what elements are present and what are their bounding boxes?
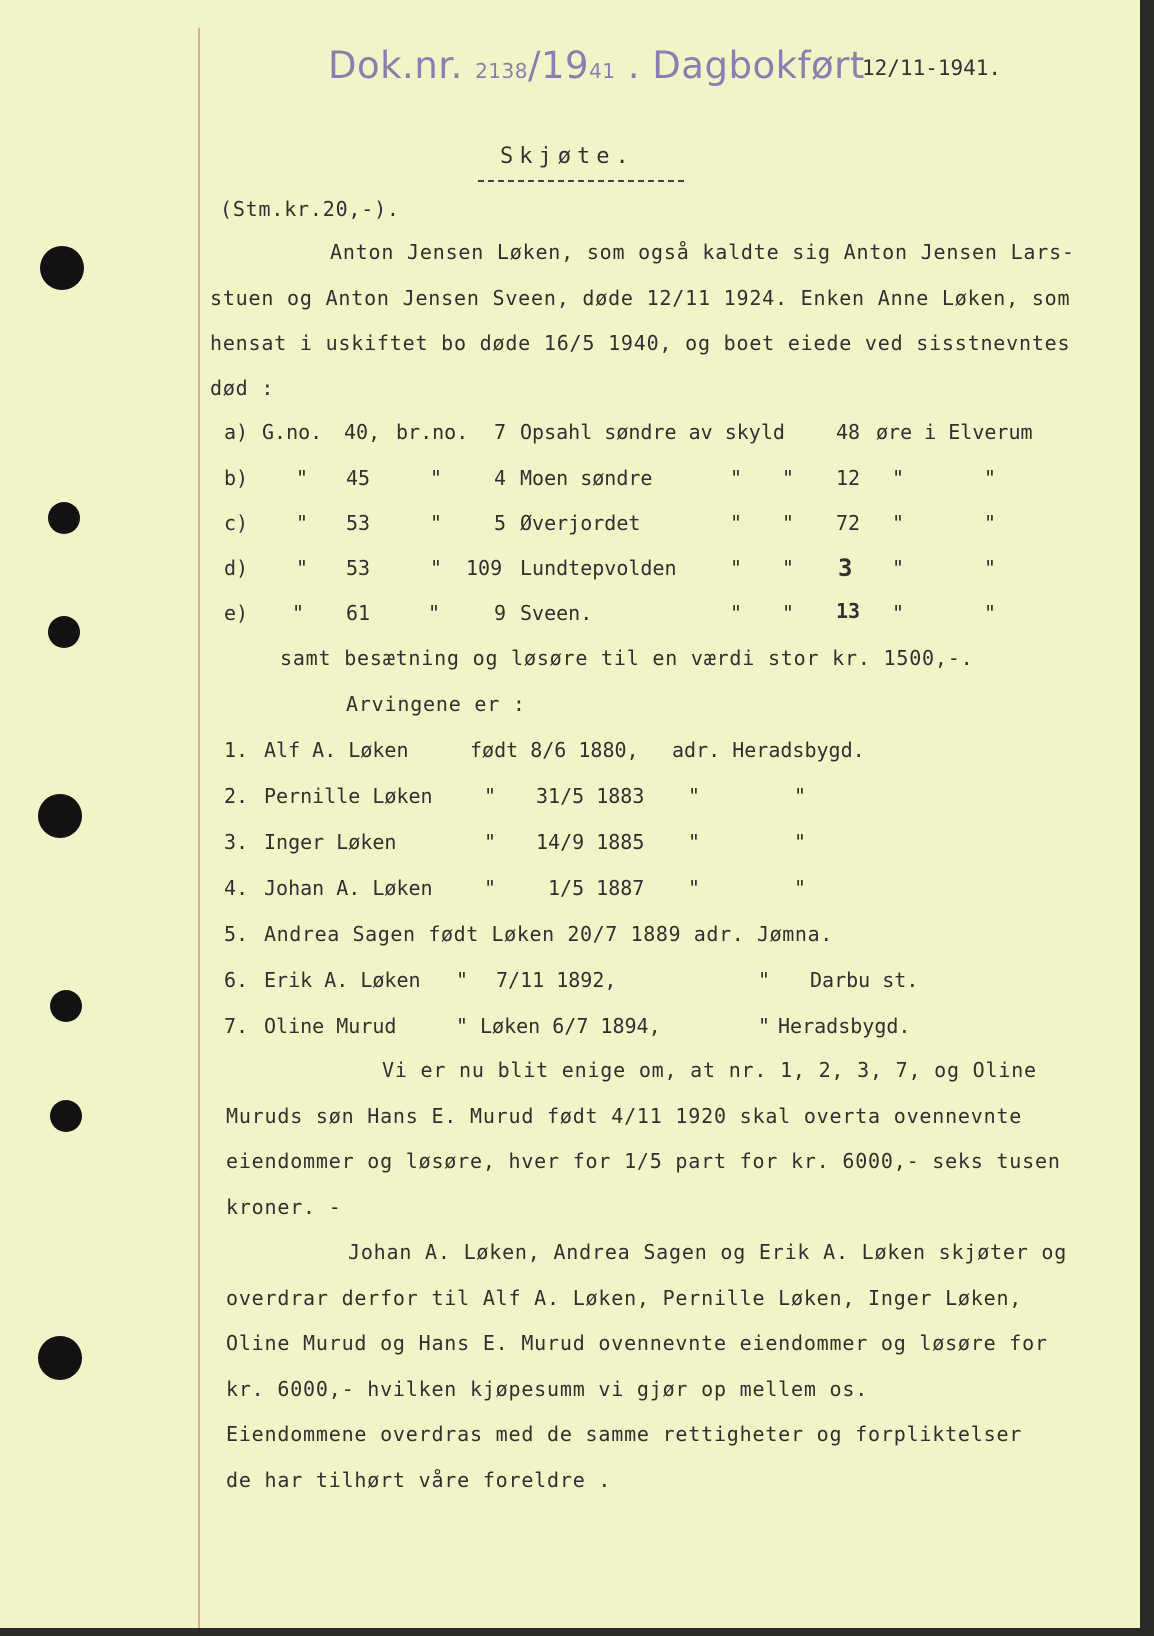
heir-number: 7. [224, 1014, 249, 1038]
heir-born: 14/9 1885 [536, 830, 645, 854]
ditto-mark: " [758, 1014, 771, 1038]
heir-name: Alf A. Løken [264, 738, 409, 762]
document-title: Skjøte. [500, 144, 635, 169]
registration-stamp [328, 44, 865, 87]
ditto-mark: " [892, 466, 905, 490]
punch-hole [50, 1100, 82, 1132]
punch-hole [48, 616, 80, 648]
property-bnr: 9 [494, 601, 507, 625]
property-gnr: 53 [346, 556, 371, 580]
heir-born: 7/11 1892, [496, 968, 617, 992]
intro-line: død : [210, 376, 275, 400]
ditto-mark: " [892, 601, 905, 625]
conveyance-line: de har tilhørt våre foreldre . [226, 1468, 612, 1492]
ditto-mark: " [730, 511, 743, 535]
property-gnr: 40, [344, 420, 381, 444]
ditto-mark: " [984, 556, 997, 580]
property-brno: " [430, 466, 443, 490]
heir-address: adr. Heradsbygd. [672, 738, 865, 762]
ditto-mark: " [688, 876, 701, 900]
ditto-mark: " [794, 876, 807, 900]
property-gno: G.no. [262, 420, 323, 444]
ditto-mark: " [794, 784, 807, 808]
ditto-mark: " [892, 556, 905, 580]
heir-born: Løken 6/7 1894, [480, 1014, 661, 1038]
ditto-mark: " [984, 601, 997, 625]
heir-number: 5. [224, 922, 249, 946]
stamp-year-a: /19 [528, 44, 590, 87]
heir-name: Johan A. Løken [264, 876, 433, 900]
ditto-mark: " [730, 466, 743, 490]
property-gnr: 45 [346, 466, 371, 490]
ditto-mark: " [782, 556, 795, 580]
punch-hole [50, 990, 82, 1022]
heir-name: Pernille Løken [264, 784, 433, 808]
ditto-mark: " [456, 1014, 469, 1038]
property-gno: " [296, 511, 309, 535]
property-label: d) [224, 556, 249, 580]
record-date: 12/11-1941. [862, 56, 1002, 80]
property-gnr: 53 [346, 511, 371, 535]
ditto-mark: " [782, 466, 795, 490]
heir-number: 2. [224, 784, 249, 808]
ditto-mark: " [688, 784, 701, 808]
heir-born: født 8/6 1880, [470, 738, 639, 762]
ditto-mark: " [484, 784, 497, 808]
ditto-mark: " [484, 876, 497, 900]
heir-address: Darbu st. [810, 968, 919, 992]
punch-hole [38, 794, 82, 838]
intro-line: stuen og Anton Jensen Sveen, døde 12/11 1924. Enken Anne Løken, som [210, 286, 1071, 310]
property-bnr: 4 [494, 466, 507, 490]
conveyance-line: Eiendommene overdras med de samme rettigheter og forpliktelser [226, 1422, 1023, 1446]
conveyance-line: Johan A. Løken, Andrea Sagen og Erik A. Løken skjøter og [348, 1240, 1068, 1264]
property-gno: " [296, 466, 309, 490]
property-skyld: 13 [836, 599, 861, 623]
ditto-mark: " [730, 556, 743, 580]
ditto-mark: " [782, 511, 795, 535]
property-label: c) [224, 511, 249, 535]
ditto-mark: " [456, 968, 469, 992]
property-bnr: 109 [466, 556, 503, 580]
property-bnr: 5 [494, 511, 507, 535]
title-underline [478, 180, 684, 182]
property-bnr: 7 [494, 420, 507, 444]
heir-entry: Andrea Sagen født Løken 20/7 1889 adr. Jømna. [264, 922, 833, 946]
punch-hole [38, 1336, 82, 1380]
property-brno: " [430, 511, 443, 535]
property-tail: øre i Elverum [876, 420, 1033, 444]
heir-address: Heradsbygd. [778, 1014, 911, 1038]
agreement-line: kroner. - [226, 1195, 342, 1219]
property-name: Opsahl søndre av skyld [520, 420, 785, 444]
ditto-mark: " [892, 511, 905, 535]
ditto-mark: " [984, 511, 997, 535]
ditto-mark: " [688, 830, 701, 854]
stamp-fee: (Stm.kr.20,-). [220, 197, 400, 221]
conveyance-line: Oline Murud og Hans E. Murud ovennevnte eiendommer og løsøre for [226, 1331, 1048, 1355]
property-name: Øverjordet [520, 511, 641, 535]
property-label: a) [224, 420, 249, 444]
property-skyld: 3 [838, 554, 853, 582]
heir-number: 4. [224, 876, 249, 900]
ditto-mark: " [782, 601, 795, 625]
punch-hole [40, 246, 84, 290]
intro-line: Anton Jensen Løken, som også kaldte sig Anton Jensen Lars- [330, 240, 1075, 264]
conveyance-line: kr. 6000,- hvilken kjøpesumm vi gjør op mellem os. [226, 1377, 869, 1401]
heir-born: 1/5 1887 [548, 876, 645, 900]
stamp-number: 2138 [475, 59, 529, 83]
margin-rule [198, 28, 200, 1628]
conveyance-line: overdrar derfor til Alf A. Løken, Pernille Løken, Inger Løken, [226, 1286, 1023, 1310]
punch-hole [48, 502, 80, 534]
property-skyld: 48 [836, 420, 861, 444]
ditto-mark: " [984, 466, 997, 490]
ditto-mark: " [794, 830, 807, 854]
property-brno: br.no. [396, 420, 469, 444]
stamp-prefix: Dok.nr. [328, 44, 463, 87]
ditto-mark: " [730, 601, 743, 625]
heir-number: 6. [224, 968, 249, 992]
heir-born: 31/5 1883 [536, 784, 645, 808]
ditto-mark: " [484, 830, 497, 854]
livestock-line: samt besætning og løsøre til en værdi stor kr. 1500,-. [280, 646, 974, 670]
property-brno: " [430, 556, 443, 580]
property-gno: " [296, 556, 309, 580]
stamp-year-b: 41 [589, 59, 616, 83]
property-name: Moen søndre [520, 466, 653, 490]
heir-name: Erik A. Løken [264, 968, 421, 992]
heirs-heading: Arvingene er : [346, 692, 526, 716]
property-name: Sveen. [520, 601, 593, 625]
property-skyld: 12 [836, 466, 861, 490]
intro-line: hensat i uskiftet bo døde 16/5 1940, og boet eiede ved sisstnevntes [210, 331, 1071, 355]
property-gno: " [292, 601, 305, 625]
agreement-line: Muruds søn Hans E. Murud født 4/11 1920 skal overta ovennevnte [226, 1104, 1023, 1128]
property-brno: " [428, 601, 441, 625]
property-gnr: 61 [346, 601, 371, 625]
stamp-suffix: . Dagbokført [627, 44, 865, 87]
agreement-line: Vi er nu blit enige om, at nr. 1, 2, 3, 7, og Oline [382, 1058, 1037, 1082]
property-label: b) [224, 466, 249, 490]
heir-number: 1. [224, 738, 249, 762]
property-name: Lundtepvolden [520, 556, 677, 580]
property-label: e) [224, 601, 249, 625]
agreement-line: eiendommer og løsøre, hver for 1/5 part for kr. 6000,- seks tusen [226, 1149, 1061, 1173]
heir-name: Oline Murud [264, 1014, 397, 1038]
heir-number: 3. [224, 830, 249, 854]
property-skyld: 72 [836, 511, 861, 535]
ditto-mark: " [758, 968, 771, 992]
heir-name: Inger Løken [264, 830, 397, 854]
